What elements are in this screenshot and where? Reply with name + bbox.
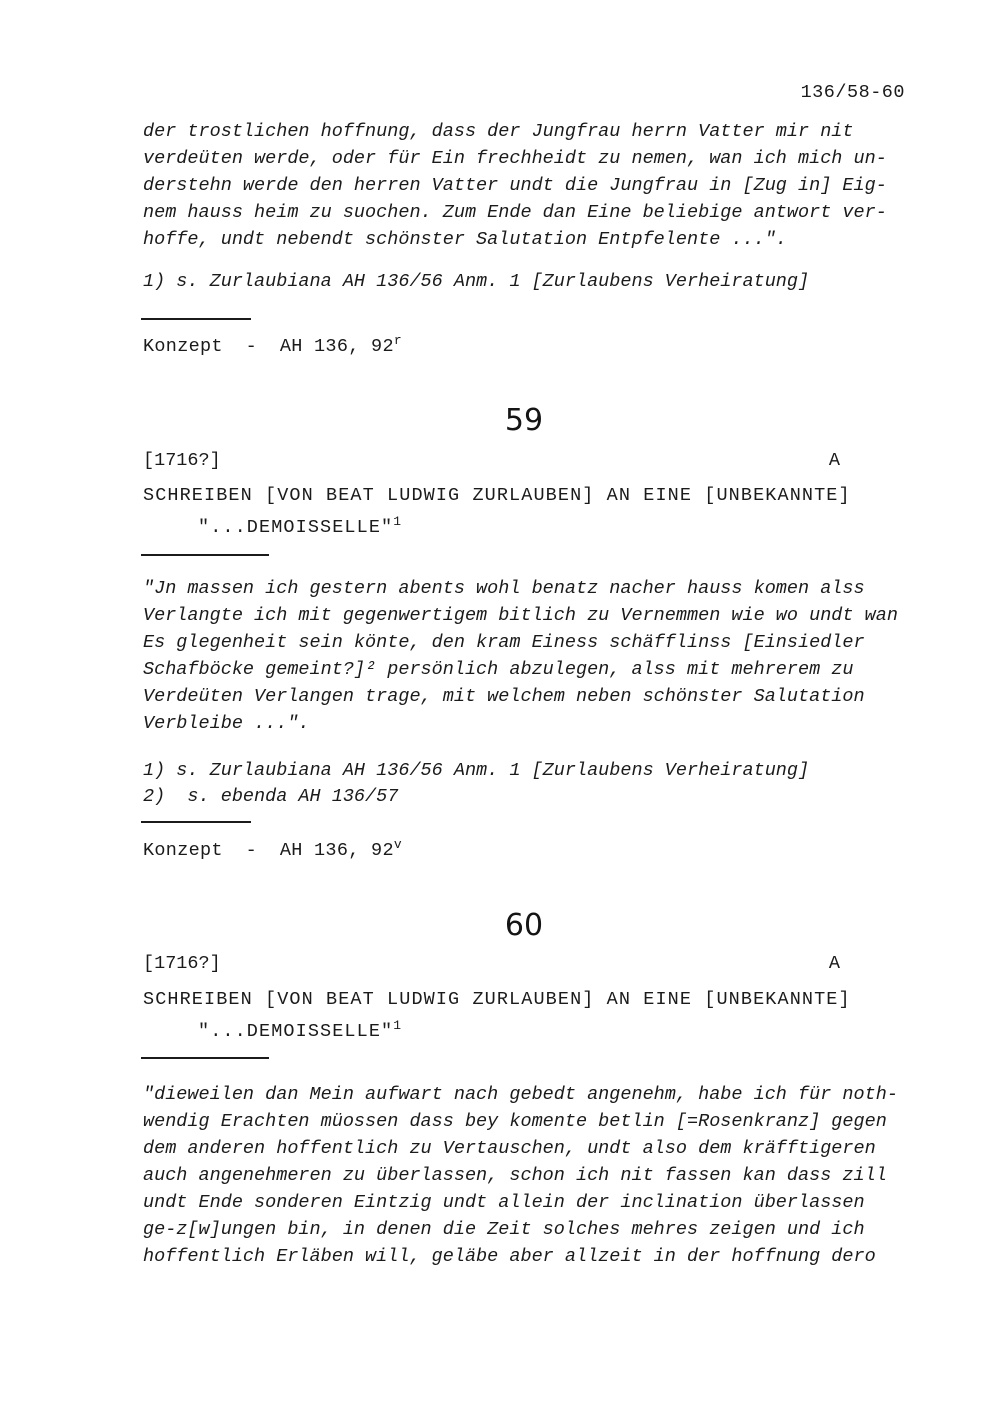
text-line: undt Ende sonderen Eintzig undt allein der inclination überlassen	[143, 1192, 865, 1213]
entry59-source-line	[143, 837, 402, 861]
text-line: Verlangte ich mit gegenwertigem bitlich zu Vernemmen wie wo undt wan	[143, 605, 898, 626]
title-quote-text: "...DEMOISSELLE"	[198, 517, 394, 539]
entry58-footnotes	[143, 269, 943, 295]
source-label: Konzept - AH 136, 92	[143, 840, 394, 862]
text-line: Verdeüten Verlangen trage, mit welchem neben schönster Salutation	[143, 686, 865, 707]
text-line: "Jn massen ich gestern abents wohl benatz nacher hauss komen alss	[143, 578, 865, 599]
text-line: "dieweilen dan Mein aufwart nach gebedt angenehm, habe ich für noth-	[143, 1084, 898, 1105]
entry60-date: [1716?]	[143, 953, 221, 974]
text-line: Schafböcke gemeint?]² persönlich abzulegen, alss mit mehrerem zu	[143, 659, 854, 680]
source-label: Konzept - AH 136, 92	[143, 336, 394, 358]
entry59-footnotes	[143, 758, 943, 810]
entry59-title-line1: SCHREIBEN [VON BEAT LUDWIG ZURLAUBEN] AN EINE [UNBEKANNTE]	[143, 485, 851, 506]
source-folio-superscript: r	[393, 333, 402, 348]
text-line: hoffe, undt nebendt schönster Salutation Entpfelente ...".	[143, 229, 787, 250]
title-footnote-marker: 1	[393, 1018, 402, 1033]
entry60-title-line1: SCHREIBEN [VON BEAT LUDWIG ZURLAUBEN] AN EINE [UNBEKANNTE]	[143, 989, 851, 1010]
entry58-quote-paragraph	[143, 118, 943, 253]
text-line: auch angenehmeren zu überlassen, schon ich nit fassen kan dass zill	[143, 1165, 887, 1186]
entry60-title	[143, 987, 943, 1045]
title-divider-rule	[141, 1057, 269, 1059]
text-line: hoffentlich Erläben will, geläbe aber allzeit in der hoffnung dero	[143, 1246, 876, 1267]
entry60-number: 60	[504, 908, 544, 943]
text-line: Verbleibe ...".	[143, 713, 310, 734]
title-quote-text: "...DEMOISSELLE"	[198, 1021, 394, 1043]
text-line: nem hauss heim zu suochen. Zum Ende dan Eine beliebige antwort ver-	[143, 202, 887, 223]
entry60-title-line2	[143, 1013, 943, 1045]
entry59-date-row	[143, 450, 905, 471]
entry59-title	[143, 483, 943, 541]
text-line: verdeüten werde, oder für Ein frechheidt zu nemen, wan ich mich un-	[143, 148, 887, 169]
text-line: derstehn werde den herren Vatter undt die Jungfrau in [Zug in] Eig-	[143, 175, 887, 196]
title-divider-rule	[141, 554, 269, 556]
text-line: 1) s. Zurlaubiana AH 136/56 Anm. 1 [Zurlaubens Verheiratung]	[143, 271, 810, 292]
page-header-archive-ref: 136/58-60	[800, 82, 905, 103]
text-line: Es glegenheit sein könte, den kram Einess schäfflinss [Einsiedler	[143, 632, 865, 653]
text-line: ge-z[w]ungen bin, in denen die Zeit solches mehres zeigen und ich	[143, 1219, 865, 1240]
entry59-title-line2	[143, 509, 943, 541]
entry59-quote-paragraph	[143, 575, 943, 737]
source-folio-superscript: v	[393, 837, 402, 852]
entry59-date: [1716?]	[143, 450, 221, 471]
entry59-siglum: A	[828, 450, 840, 471]
entry58-source-line	[143, 333, 402, 357]
text-line: 1) s. Zurlaubiana AH 136/56 Anm. 1 [Zurlaubens Verheiratung]	[143, 760, 810, 781]
text-line: 2) s. ebenda AH 136/57	[143, 786, 399, 807]
entry60-date-row	[143, 953, 905, 974]
text-line: wendig Erachten müossen dass bey komente betlin [=Rosenkranz] gegen	[143, 1111, 887, 1132]
entry59-number: 59	[504, 403, 544, 438]
text-line: dem anderen hoffentlich zu Vertauschen, undt also dem kräfftigeren	[143, 1138, 876, 1159]
source-divider-rule	[141, 821, 251, 823]
text-line: der trostlichen hoffnung, dass der Jungfrau herrn Vatter mir nit	[143, 121, 854, 142]
source-divider-rule	[141, 318, 251, 320]
entry60-quote-paragraph	[143, 1081, 943, 1270]
title-footnote-marker: 1	[393, 514, 402, 529]
entry60-siglum: A	[828, 953, 840, 974]
